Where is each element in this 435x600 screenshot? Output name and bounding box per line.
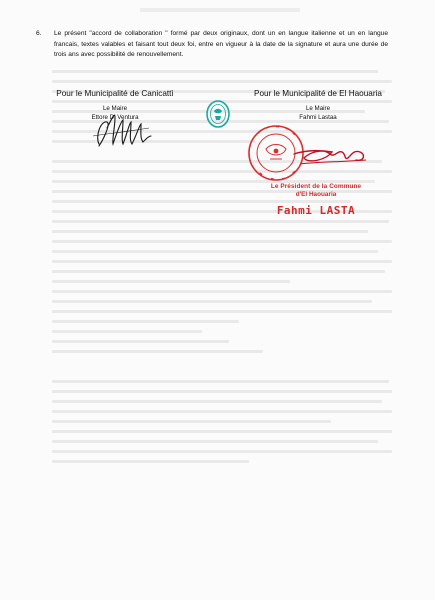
clause-text: Le présent "accord de collaboration " formé par deux originaux, dont un en langue italienne et un en langue francais, textes valables et faisant tout deux foi, entre en vigueur à la date de la signature et aura une durée de trois ans avec possibilité de renouvellement. <box>54 30 388 59</box>
stamp-commune: d'El Haouaria <box>295 191 337 198</box>
signatory-role: Le Maire <box>102 105 128 112</box>
signatory-name: Ettore Di Ventura <box>91 114 139 121</box>
signatory-heading: Pour le Municipalité de El Haouaria <box>254 89 382 98</box>
handwritten-signature-right <box>290 140 370 174</box>
signatory-el-haouaria <box>238 88 398 122</box>
signatory-heading: Pour le Municipalité de Canicattì <box>56 89 174 98</box>
president-stamp <box>236 183 396 217</box>
faint-header-bleed <box>140 8 300 12</box>
stamp-name: Fahmi LASTA <box>276 204 356 217</box>
stamp-title: Le Président de la Commune <box>270 183 362 190</box>
signatory-role: Le Maire <box>305 105 331 112</box>
municipal-emblem-icon <box>205 99 231 129</box>
signatory-name: Fahmi Lastaa <box>299 114 337 121</box>
handwritten-signature-left <box>85 106 155 152</box>
clause-6 <box>36 29 388 61</box>
clause-number: 6. <box>36 30 42 37</box>
